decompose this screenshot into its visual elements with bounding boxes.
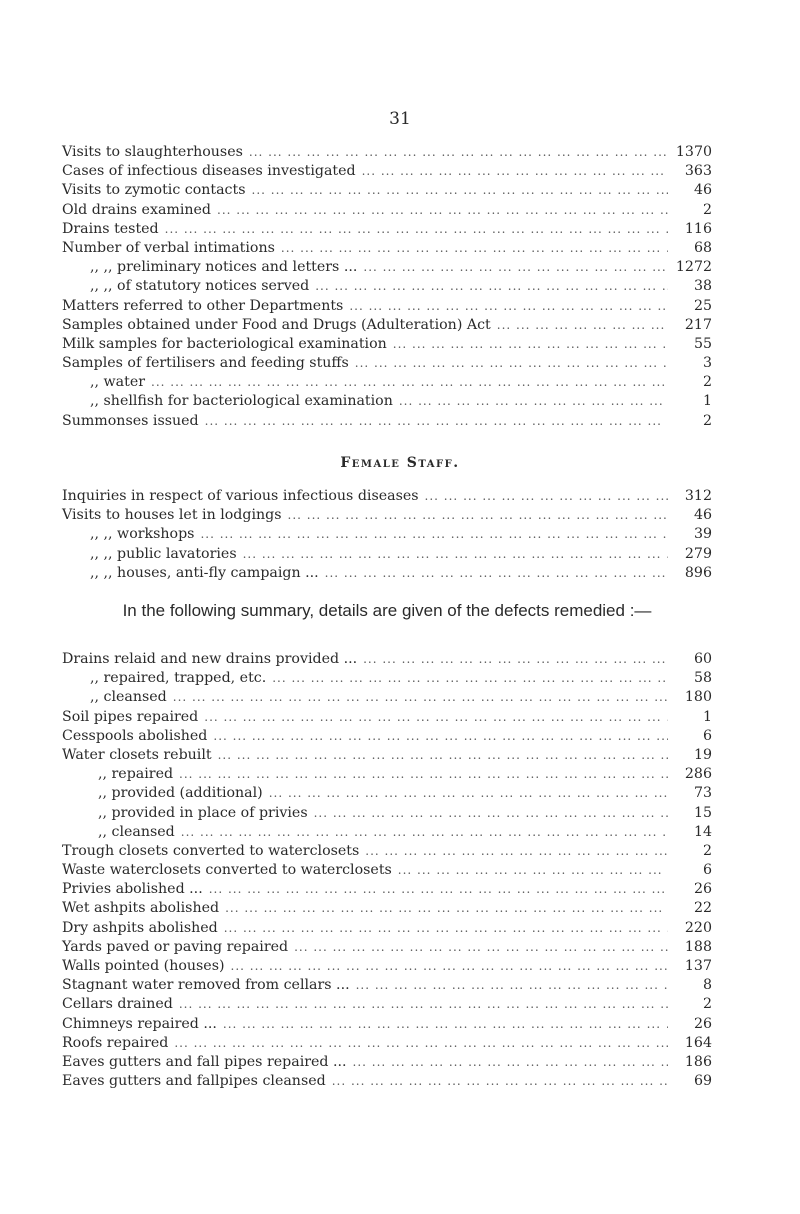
table-row: [62, 976, 712, 995]
row-label: Visits to houses let in lodgings: [62, 507, 282, 524]
leader-dots: [353, 1053, 668, 1072]
leader-dots: [204, 708, 668, 727]
leader-dots: [356, 976, 668, 995]
row-value: 19: [693, 746, 712, 763]
leader-dots: [179, 765, 668, 784]
row-label: ,, ,, houses, anti-fly campaign ...: [90, 564, 319, 581]
row-value: 46: [693, 182, 712, 199]
row-label: ,, ,, preliminary notices and letters ...: [90, 259, 358, 276]
leader-dots: [332, 1072, 668, 1091]
table-row: [62, 727, 712, 746]
page-number: 31: [389, 109, 411, 129]
row-value: 1272: [675, 259, 712, 276]
row-label: Milk samples for bacteriological examination: [62, 335, 387, 352]
leader-dots: [281, 239, 668, 258]
row-value: 2: [702, 412, 712, 429]
leader-dots: [252, 181, 669, 200]
leader-dots: [399, 392, 668, 411]
leader-dots: [393, 335, 668, 354]
row-value: 2: [702, 996, 712, 1013]
leader-dots: [174, 1034, 668, 1053]
row-label: Chimneys repaired ...: [62, 1015, 217, 1032]
table-row: [62, 899, 712, 918]
row-value: 137: [684, 958, 712, 974]
row-label: Soil pipes repaired: [62, 708, 199, 725]
leader-dots: [269, 784, 668, 803]
row-value: 116: [684, 220, 712, 237]
leader-dots: [363, 650, 668, 669]
row-value: 6: [702, 727, 712, 744]
summary-intro: In the following summary, details are given of the defects remedied :—: [122, 601, 652, 620]
row-label: ,, ,, workshops: [90, 526, 195, 543]
leader-dots: [349, 297, 668, 316]
row-label: ,, repaired: [98, 766, 174, 783]
row-value: 6: [702, 862, 712, 879]
row-label: ,, water: [90, 374, 146, 391]
table-row: [62, 564, 712, 583]
leader-dots: [363, 258, 668, 277]
leader-dots: [224, 919, 668, 938]
row-label: Summonses issued: [62, 412, 199, 429]
leader-dots: [218, 746, 668, 765]
table-row: [62, 784, 712, 803]
row-label: Cesspools abolished: [62, 727, 208, 744]
row-value: 25: [693, 297, 712, 314]
table-row: [62, 919, 712, 938]
row-value: 55: [693, 335, 712, 352]
leader-dots: [365, 842, 668, 861]
table-row: [62, 373, 712, 392]
table-row: [62, 669, 712, 688]
table-row: [62, 804, 712, 823]
visits-list: [62, 143, 712, 431]
table-row: [62, 880, 712, 899]
row-value: 26: [693, 1015, 712, 1032]
row-value: 1: [702, 708, 712, 725]
female-staff-heading: Female Staff.: [340, 455, 460, 471]
row-label: Number of verbal intimations: [62, 239, 275, 256]
table-row: [62, 506, 712, 525]
table-row: [62, 1015, 712, 1034]
table-row: [62, 354, 712, 373]
leader-dots: [243, 545, 668, 564]
row-label: ,, provided in place of privies: [98, 804, 308, 821]
leader-dots: [213, 727, 668, 746]
row-value: 279: [684, 545, 712, 562]
row-label: ,, repaired, trapped, etc.: [90, 670, 267, 687]
leader-dots: [272, 669, 668, 688]
row-value: 1370: [675, 144, 712, 160]
row-value: 164: [684, 1034, 712, 1051]
leader-dots: [315, 277, 668, 296]
table-row: [62, 181, 712, 200]
leader-dots: [231, 957, 668, 976]
row-label: Drains tested: [62, 220, 159, 237]
leader-dots: [362, 162, 668, 181]
table-row: [62, 708, 712, 727]
row-value: 46: [693, 507, 712, 524]
row-label: Cases of infectious diseases investigated: [62, 163, 356, 180]
table-row: [62, 412, 712, 431]
row-value: 22: [693, 900, 712, 917]
row-label: Old drains examined: [62, 201, 212, 218]
leader-dots: [249, 143, 668, 162]
defects-list: [62, 650, 712, 1091]
row-label: Eaves gutters and fall pipes repaired ...: [62, 1053, 347, 1070]
table-row: [62, 335, 712, 354]
row-label: ,, cleansed: [90, 689, 167, 706]
table-row: [62, 143, 712, 162]
row-label: ,, ,, public lavatories: [90, 545, 237, 562]
table-row: [62, 823, 712, 842]
row-value: 3: [702, 355, 712, 372]
leader-dots: [179, 995, 668, 1014]
row-value: 180: [684, 689, 712, 706]
leader-dots: [288, 506, 669, 525]
row-value: 68: [693, 239, 712, 256]
table-row: [62, 239, 712, 258]
table-row: [62, 650, 712, 669]
leader-dots: [225, 899, 668, 918]
leader-dots: [314, 804, 668, 823]
row-label: Eaves gutters and fallpipes cleansed: [62, 1073, 326, 1090]
row-value: 312: [684, 488, 712, 504]
table-row: [62, 765, 712, 784]
female-staff-list: [62, 487, 712, 583]
row-value: 26: [693, 881, 712, 898]
table-row: [62, 861, 712, 880]
table-row: [62, 277, 712, 296]
table-row: [62, 258, 712, 277]
row-value: 58: [693, 670, 712, 687]
leader-dots: [398, 861, 668, 880]
table-row: [62, 162, 712, 181]
row-value: 39: [693, 526, 712, 543]
leader-dots: [497, 316, 668, 335]
row-value: 69: [693, 1073, 712, 1090]
row-label: Drains relaid and new drains provided ...: [62, 651, 358, 667]
row-value: 217: [684, 316, 712, 333]
row-value: 2: [702, 842, 712, 859]
table-row: [62, 688, 712, 707]
row-label: Cellars drained: [62, 996, 173, 1013]
leader-dots: [151, 373, 668, 392]
row-label: Inquiries in respect of various infectious diseases: [62, 488, 419, 504]
row-label: Wet ashpits abolished: [62, 900, 220, 917]
table-row: [62, 525, 712, 544]
row-label: Stagnant water removed from cellars ...: [62, 977, 350, 994]
leader-dots: [425, 487, 668, 506]
row-label: Dry ashpits abolished: [62, 919, 218, 936]
leader-dots: [223, 1015, 668, 1034]
table-row: [62, 1072, 712, 1091]
row-label: Trough closets converted to waterclosets: [62, 842, 360, 859]
row-value: 14: [693, 823, 712, 840]
leader-dots: [217, 201, 668, 220]
leader-dots: [200, 525, 668, 544]
table-row: [62, 1034, 712, 1053]
table-row: [62, 995, 712, 1014]
row-label: ,, shellfish for bacteriological examination: [90, 393, 393, 410]
row-value: 73: [693, 785, 712, 802]
table-row: [62, 842, 712, 861]
table-row: [62, 746, 712, 765]
row-value: 286: [684, 766, 712, 783]
row-value: 2: [702, 201, 712, 218]
table-row: [62, 392, 712, 411]
leader-dots: [181, 823, 668, 842]
row-label: ,, cleansed: [98, 823, 175, 840]
row-label: ,, ,, of statutory notices served: [90, 278, 310, 295]
row-value: 8: [702, 977, 712, 994]
row-label: Visits to slaughterhouses: [62, 144, 243, 160]
leader-dots: [205, 412, 668, 431]
row-value: 2: [702, 374, 712, 391]
row-value: 186: [684, 1053, 712, 1070]
row-label: Yards paved or paving repaired: [62, 938, 289, 955]
table-row: [62, 316, 712, 335]
row-value: 15: [693, 804, 712, 821]
row-value: 188: [684, 938, 712, 955]
row-label: ,, provided (additional): [98, 785, 263, 802]
row-label: Matters referred to other Departments: [62, 297, 344, 314]
table-row: [62, 938, 712, 957]
leader-dots: [294, 938, 668, 957]
leader-dots: [355, 354, 668, 373]
row-value: 60: [693, 651, 712, 667]
row-label: Samples of fertilisers and feeding stuffs: [62, 355, 349, 372]
row-label: Samples obtained under Food and Drugs (Adulteration) Act: [62, 316, 491, 333]
table-row: [62, 297, 712, 316]
row-value: 1: [702, 393, 712, 410]
leader-dots: [173, 688, 668, 707]
table-row: [62, 1053, 712, 1072]
row-value: 38: [693, 278, 712, 295]
row-label: Water closets rebuilt: [62, 746, 212, 763]
row-label: Walls pointed (houses): [62, 958, 225, 974]
leader-dots: [325, 564, 668, 583]
table-row: [62, 220, 712, 239]
row-label: Roofs repaired: [62, 1034, 169, 1051]
row-value: 896: [684, 564, 712, 581]
table-row: [62, 487, 712, 506]
table-row: [62, 201, 712, 220]
table-row: [62, 545, 712, 564]
table-row: [62, 957, 712, 976]
row-label: Waste waterclosets converted to waterclosets: [62, 862, 392, 879]
row-value: 363: [684, 163, 712, 180]
row-label: Visits to zymotic contacts: [62, 182, 246, 199]
leader-dots: [209, 880, 668, 899]
row-value: 220: [684, 919, 712, 936]
row-label: Privies abolished ...: [62, 881, 203, 898]
leader-dots: [165, 220, 668, 239]
